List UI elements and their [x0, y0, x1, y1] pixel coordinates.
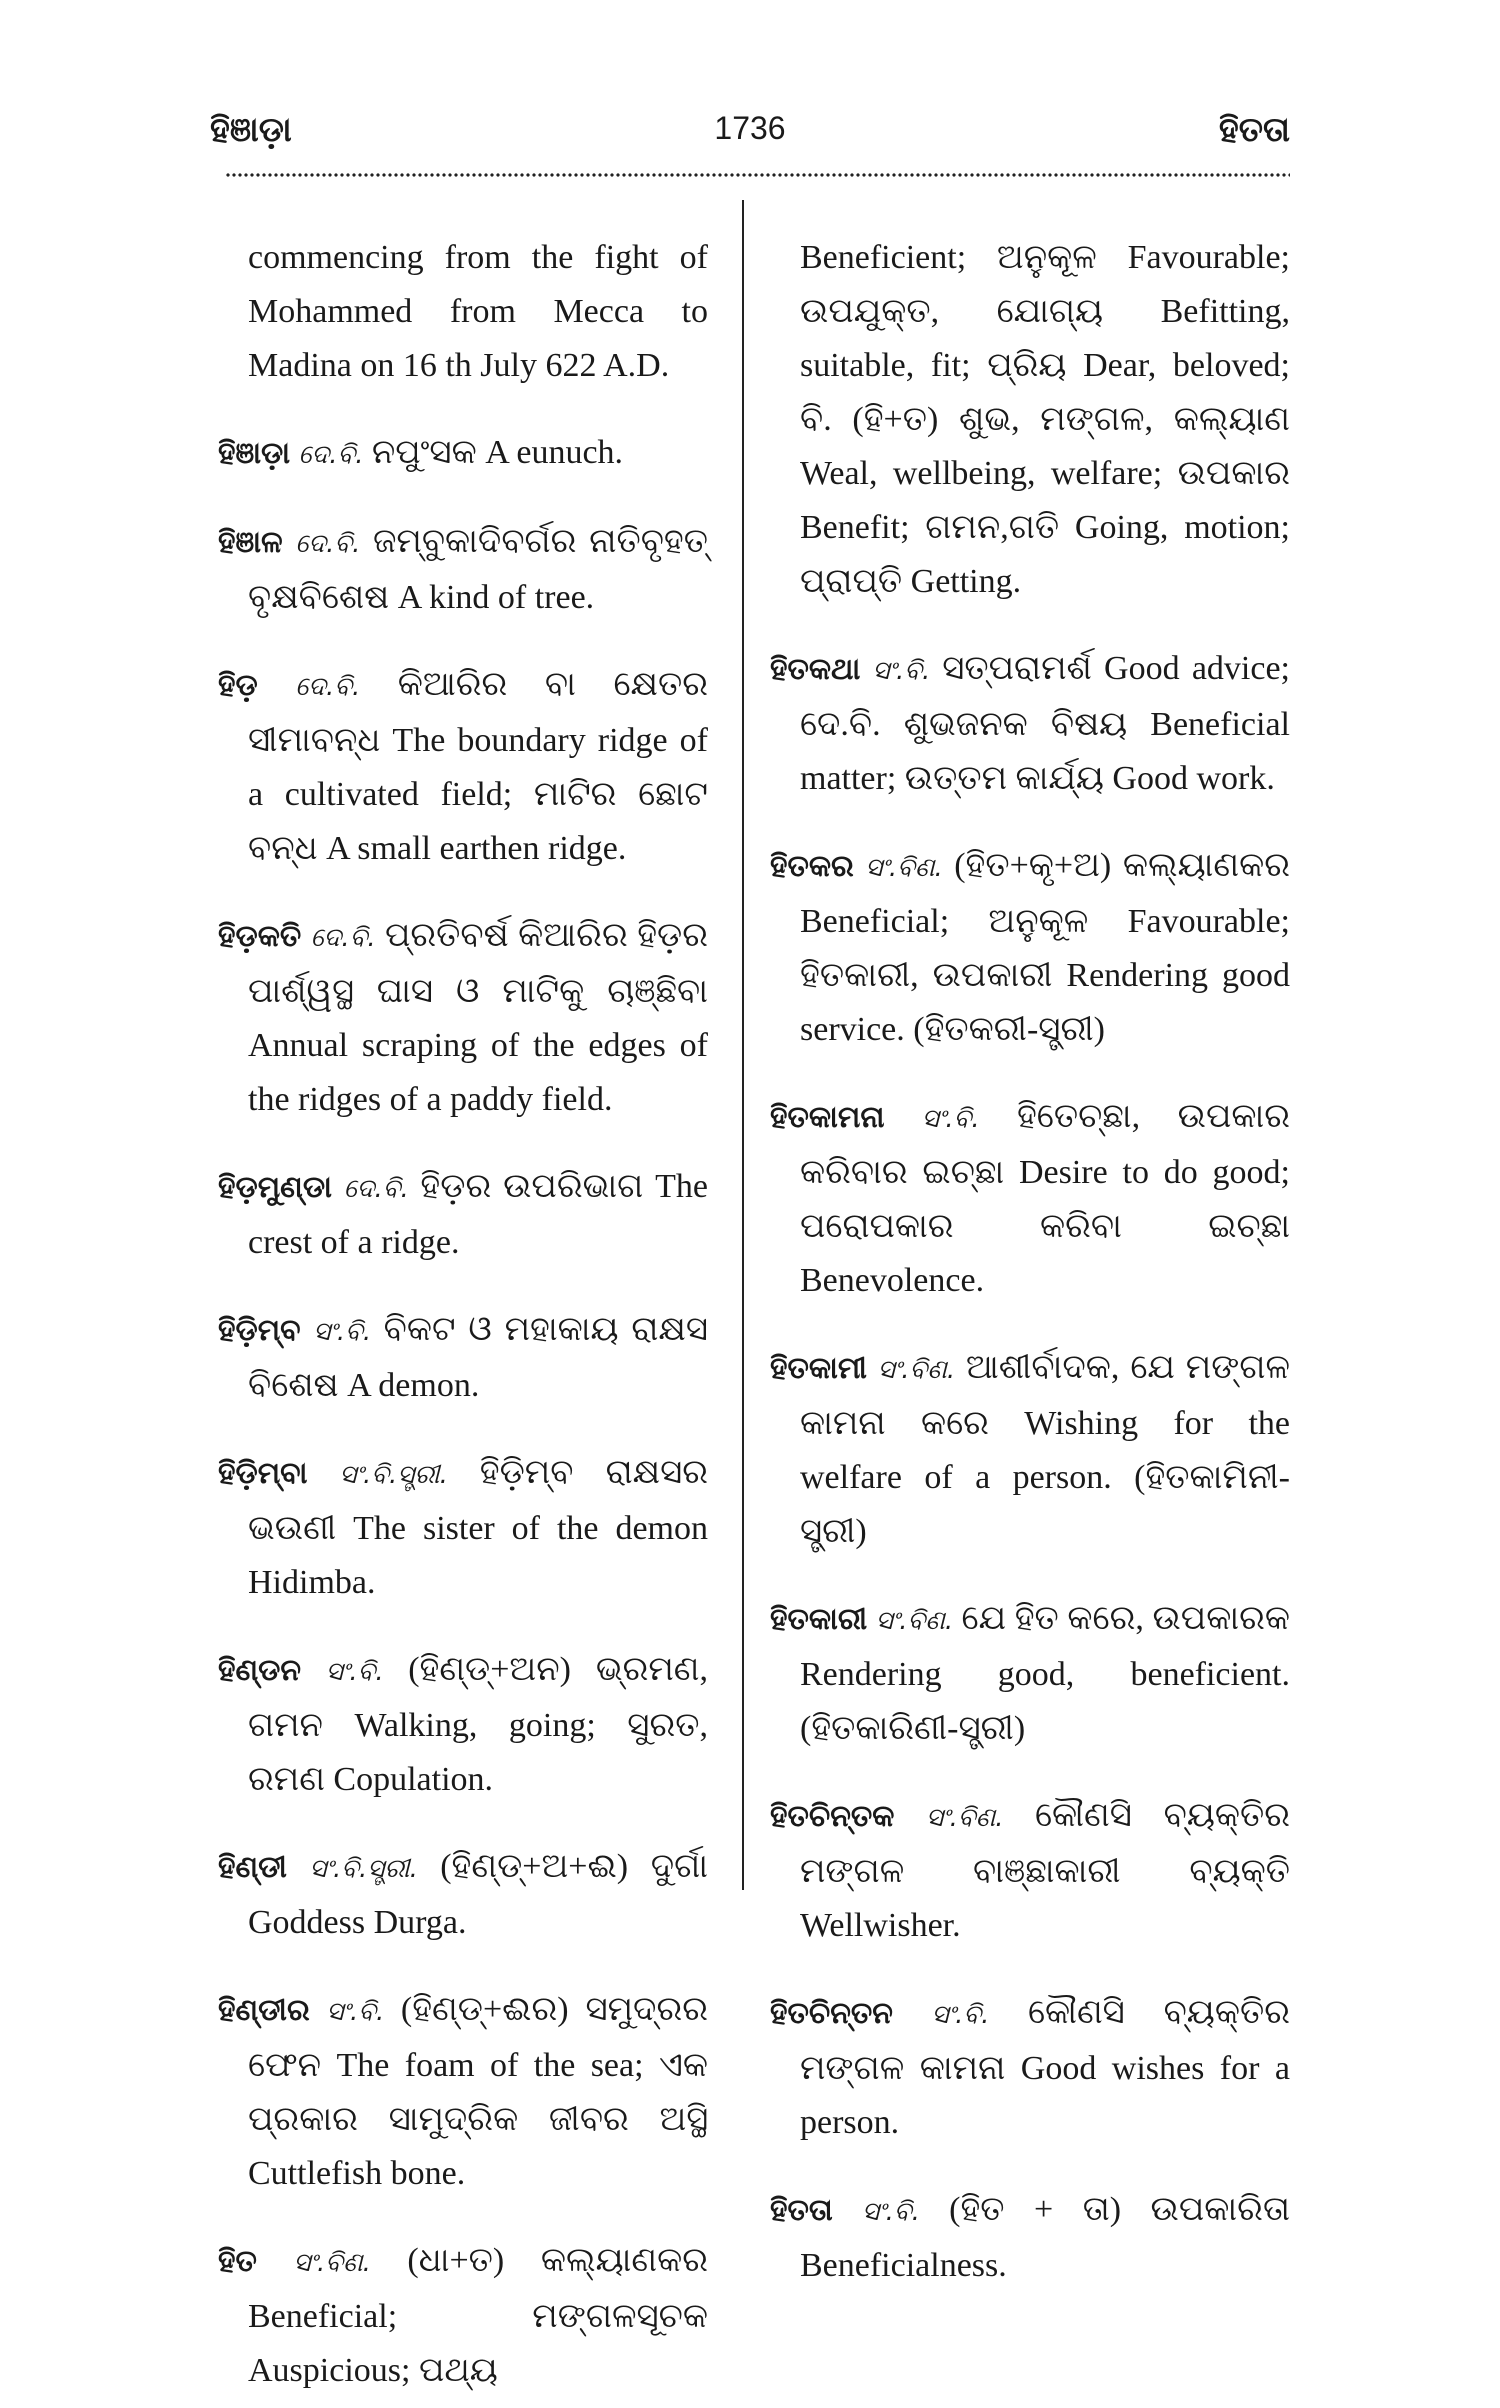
- dictionary-entry: [770, 2183, 1290, 2293]
- entry-grammar-label: ସଂ.ବି.ସ୍ତ୍ରୀ.: [339, 1460, 448, 1490]
- entry-definition: ପ୍ରତିବର୍ଷ କିଆରିର ହିଡ଼ର ପାର୍ଶ୍ୱସ୍ଥ ଘାସ ଓ ମାଟିକୁ ଚାଞ୍ଛିବା Annual scraping of the edges of the ridges of a paddy field.: [248, 917, 708, 1118]
- column-divider: [742, 200, 744, 1890]
- right-column: [770, 198, 1290, 2303]
- entry-headword: ହିଡ଼କତି: [218, 919, 302, 954]
- entry-headword: ହିଡ଼ିମ୍ବ: [218, 1313, 301, 1348]
- entry-definition: ହିତେଚ୍ଛା, ଉପକାର କରିବାର ଇଚ୍ଛା Desire to do good; ପରୋପକାର କରିବା ଇଚ୍ଛା Benevolence.: [800, 1098, 1291, 1299]
- entry-grammar-label: ସଂ.ବି.: [325, 1657, 384, 1687]
- dictionary-entry: [218, 1840, 708, 1950]
- dictionary-entry: [770, 839, 1290, 1057]
- dictionary-entry: [770, 1986, 1290, 2150]
- entry-grammar-label: ସଂ.ବି.ସ୍ତ୍ରୀ.: [309, 1854, 418, 1884]
- left-column: [218, 198, 708, 2408]
- entry-headword: ହିଞାଳ: [218, 525, 283, 560]
- entry-headword: ହିତକାରୀ: [770, 1602, 868, 1637]
- dictionary-entry: [218, 426, 708, 482]
- entry-grammar-label: ସଂ.ବିଣ.: [877, 1355, 956, 1385]
- entry-definition: (ହିତ+କୃ+ଅ) କଲ୍ୟାଣକର Beneficial; ଅନୁକୂଳ Favourable; ହିତକାରୀ, ଉପକାରୀ Rendering good service. (ହିତକରୀ-ସ୍ତ୍ରୀ): [800, 847, 1290, 1048]
- dictionary-entry: [218, 658, 708, 876]
- entry-definition: କୌଣସି ବ୍ୟକ୍ତିର ମଙ୍ଗଳ ବାଞ୍ଛାକାରୀ ବ୍ୟକ୍ତି Wellwisher.: [800, 1797, 1291, 1944]
- entry-definition: ନପୁଂସକ A eunuch.: [371, 434, 624, 471]
- dictionary-entry: [218, 515, 708, 625]
- entry-definition: ବିକଟ ଓ ମହାକାୟ ରାକ୍ଷସ ବିଶେଷ A demon.: [248, 1311, 708, 1404]
- dictionary-entry: [770, 1090, 1290, 1308]
- entry-headword: ହିତ: [218, 2244, 257, 2279]
- dictionary-entry: [218, 1160, 708, 1270]
- dictionary-entry: [218, 1303, 708, 1413]
- entry-grammar-label: ଦେ.ବି.: [295, 529, 361, 559]
- entry-definition: ଯେ ହିତ କରେ, ଉପକାରକ Rendering good, beneficient. (ହିତକାରିଣୀ-ସ୍ତ୍ରୀ): [800, 1600, 1291, 1747]
- entry-headword: ହିତଚିନ୍ତନ: [770, 1996, 893, 2031]
- entry-headword: ହିଣ୍ଡୀ: [218, 1850, 287, 1885]
- page-number: 1736: [714, 110, 786, 146]
- guide-word-last: ହିତତା: [1218, 110, 1290, 150]
- entry-headword: ହିତଚିନ୍ତକ: [770, 1799, 895, 1834]
- entry-grammar-label: ସଂ.ବିଣ.: [293, 2248, 371, 2278]
- entry-grammar-label: ସଂ.ବିଣ.: [875, 1606, 954, 1636]
- entry-headword: ହିଣ୍ଡୀର: [218, 1993, 310, 2028]
- entry-headword: ହିଞାଡ଼ା: [218, 436, 291, 471]
- entry-grammar-label: ଦେ.ବି.: [298, 440, 364, 470]
- entry-headword: ହିତକଥା: [770, 652, 861, 687]
- entry-definition: (ହିଣ୍ଡ୍+ଅନ) ଭ୍ରମଣ, ଗମନ Walking, going; ସୁରତ, ରମଣ Copulation.: [248, 1651, 709, 1798]
- entry-definition: ଜମ୍ବୁକାଦିବର୍ଗର ନାତିବୃହତ୍ ବୃକ୍ଷବିଶେଷ A kind of tree.: [248, 523, 708, 616]
- dictionary-entry: [770, 1592, 1290, 1756]
- entry-headword: ହିଡ଼: [218, 668, 258, 703]
- entry-definition: (ହିଣ୍ଡ୍+ଈର) ସମୁଦ୍ରର ଫେନ The foam of the sea; ଏକ ପ୍ରକାର ସାମୁଦ୍ରିକ ଜୀବର ଅସ୍ଥି Cuttlefish bone.: [248, 1991, 708, 2192]
- entry-definition: ହିଡ଼ର ଉପରିଭାଗ The crest of a ridge.: [248, 1168, 709, 1261]
- entry-grammar-label: ଦେ.ବି.: [310, 923, 376, 953]
- entry-grammar-label: ଦେ.ବି.: [295, 672, 361, 702]
- entry-headword: ହିତକର: [770, 849, 854, 884]
- entry-grammar-label: ସଂ.ବି.: [313, 1317, 372, 1347]
- header-dotted-rule: [225, 172, 1290, 178]
- entry-grammar-label: ସଂ.ବି.: [921, 1104, 980, 1134]
- entry-definition: ସତ୍ପରାମର୍ଶ Good advice; ଦେ.ବି. ଶୁଭଜନକ ବିଷୟ Beneficial matter; ଉତ୍ତମ କାର୍ଯ୍ୟ Good work.: [800, 650, 1290, 797]
- entry-definition: commencing from the fight of Mohammed from Mecca to Madina on 16 th July 622 A.D.: [248, 239, 708, 384]
- entry-headword: ହିଡ଼ିମ୍ବା: [218, 1456, 308, 1491]
- dictionary-entry: [770, 1341, 1290, 1559]
- entry-grammar-label: ସଂ.ବି.: [872, 656, 931, 686]
- entry-grammar-label: ଦେ.ବି.: [343, 1174, 409, 1204]
- dictionary-entry: [218, 1446, 708, 1610]
- page-header: [210, 110, 1290, 160]
- entry-definition: ହିଡ଼ିମ୍ବ ରାକ୍ଷସର ଭଉଣୀ The sister of the demon Hidimba.: [248, 1454, 709, 1601]
- entry-definition: କୌଣସି ବ୍ୟକ୍ତିର ମଙ୍ଗଳ କାମନା Good wishes for a person.: [800, 1994, 1290, 2141]
- entry-grammar-label: ସଂ.ବି.: [931, 2000, 990, 2030]
- entry-headword: ହିତକାମନା: [770, 1100, 885, 1135]
- entry-definition: (ଧା+ତ) କଲ୍ୟାଣକର Beneficial; ମଙ୍ଗଳସୂଚକ Auspicious; ପଥ୍ୟ: [248, 2242, 708, 2389]
- dictionary-entry: [218, 1643, 708, 1807]
- entry-continuation: [770, 231, 1290, 609]
- entry-definition: ଆଶୀର୍ବାଦକ, ଯେ ମଙ୍ଗଳ କାମନା କରେ Wishing for the welfare of a person. (ହିତକାମିନୀ-ସ୍ତ୍ରୀ): [800, 1349, 1291, 1550]
- entry-headword: ହିତତା: [770, 2193, 833, 2228]
- guide-word-first: ହିଞାଡ଼ା: [210, 110, 292, 150]
- entry-definition: (ହିତ + ତା) ଉପକାରିତା Beneficialness.: [800, 2191, 1290, 2284]
- entry-headword: ହିଡ଼ମୁଣ୍ଡା: [218, 1170, 332, 1205]
- entry-definition: କିଆରିର ବା କ୍ଷେତର ସୀମାବନ୍ଧ The boundary ridge of a cultivated field; ମାଟିର ଛୋଟ ବନ୍ଧ A small earthen ridge.: [248, 666, 709, 867]
- dictionary-entry: [218, 2234, 708, 2398]
- dictionary-entry: [218, 1983, 708, 2201]
- entry-grammar-label: ସଂ.ବିଣ.: [925, 1803, 1004, 1833]
- dictionary-entry: [218, 909, 708, 1127]
- entry-grammar-label: ସଂ.ବି.: [326, 1997, 385, 2027]
- entry-grammar-label: ସଂ.ବିଣ.: [865, 853, 943, 883]
- entry-definition: (ହିଣ୍ଡ୍+ଅ+ଈ) ଦୁର୍ଗା Goddess Durga.: [248, 1848, 709, 1941]
- entry-definition: Beneficient; ଅନୁକୂଳ Favourable; ଉପଯୁକ୍ତ, ଯୋଗ୍ୟ Befitting, suitable, fit; ପ୍ରିୟ Dear, beloved; ବି. (ହି+ତ) ଶୁଭ, ମଙ୍ଗଳ, କଲ୍ୟାଣ Weal, wellbeing, welfare; ଉପକାର Benefit; ଗମନ,ଗତି Going, motion; ପ୍ରାପ୍ତି Getting.: [800, 239, 1290, 600]
- entry-headword: ହିତକାମୀ: [770, 1351, 867, 1386]
- dictionary-entry: [770, 1789, 1290, 1953]
- dictionary-entry: [770, 642, 1290, 806]
- entry-grammar-label: ସଂ.ବି.: [861, 2197, 920, 2227]
- entry-continuation: [218, 231, 708, 393]
- entry-headword: ହିଣ୍ଡନ: [218, 1653, 302, 1688]
